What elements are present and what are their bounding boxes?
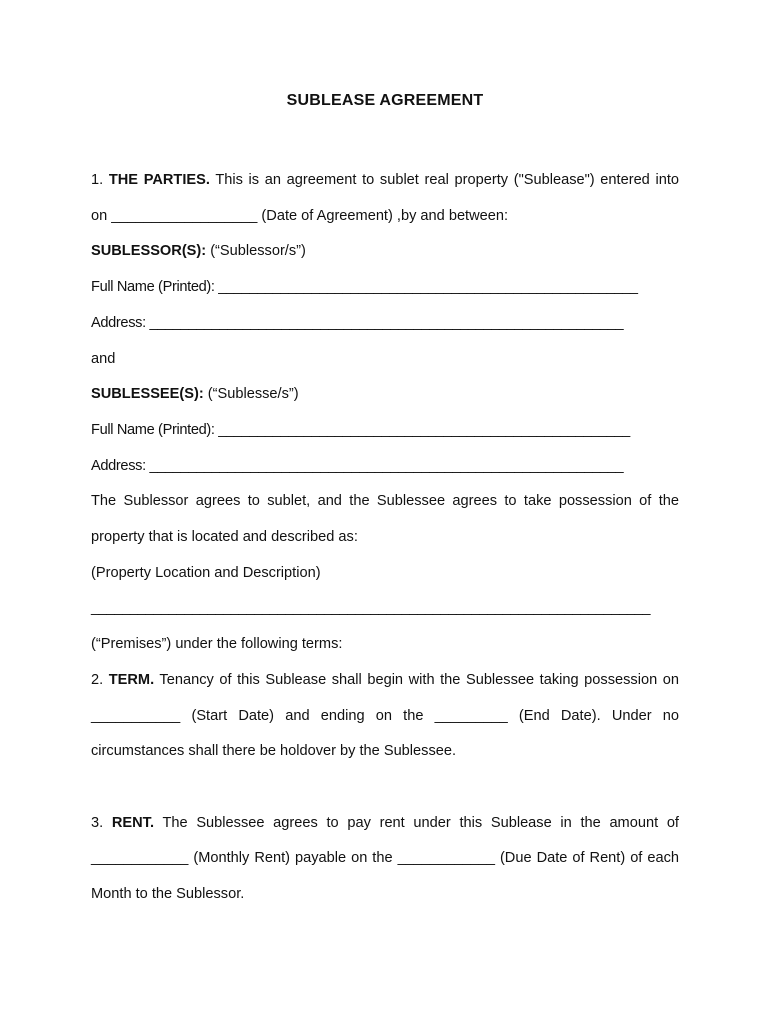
rent-amount-line: ____________ (Monthly Rent) payable on the ____________ (Due Date of Rent) of each [91,850,679,866]
sublessor-name-field: Full Name (Printed): ______________________________________________________ [91,279,638,295]
sublessor-alias: (“Sublessor/s”) [206,243,306,259]
property-description-field: ________________________________________________________________________ [91,600,651,616]
rent-paragraph-line-1 [91,813,679,833]
property-description-label: (Property Location and Description) [91,565,321,581]
term-number: 2. [91,672,104,688]
rent-heading: RENT. [111,815,155,831]
sublessee-alias: (“Sublesse/s”) [203,386,299,402]
term-heading: TERM. [108,672,155,688]
term-holdover-line: circumstances shall there be holdover by the Sublessee. [91,743,457,759]
document-title: SUBLEASE AGREEMENT [286,92,484,109]
sublessor-address-field: Address: _____________________________________________________________ [91,315,624,331]
parties-number: 1. [91,172,104,188]
sublessee-label-line [91,384,679,404]
term-paragraph-line-1 [91,670,679,690]
sublessor-label-line [91,241,679,261]
sublessor-label: SUBLESSOR(S): [91,243,207,259]
agreement-date-line: on __________________ (Date of Agreement) ,by and between: [91,208,509,224]
agreement-text-line-1: The Sublessor agrees to sublet, and the Sublessee agrees to take possession of the [91,493,679,509]
rent-recipient-line: Month to the Sublessor. [91,886,245,902]
sublessee-address-field: Address: _____________________________________________________________ [91,458,624,474]
and-text: and [91,351,116,367]
rent-intro-text: The Sublessee agrees to pay rent under this Sublease in the amount of [154,815,679,831]
term-intro-text: Tenancy of this Sublease shall begin with the Sublessee taking possession on [154,672,679,688]
parties-intro-text: This is an agreement to sublet real property ("Sublease") entered into [209,172,679,188]
term-dates-line: ___________ (Start Date) and ending on the _________ (End Date). Under no [91,708,679,724]
parties-paragraph-line-1 [91,170,679,190]
premises-terms-text: (“Premises”) under the following terms: [91,636,343,652]
agreement-text-line-2: property that is located and described as: [91,529,358,545]
sublessee-name-field: Full Name (Printed): _____________________________________________________ [91,422,630,438]
sublessee-label: SUBLESSEE(S): [91,386,204,402]
parties-heading: THE PARTIES. [108,172,210,188]
rent-number: 3. [91,815,104,831]
